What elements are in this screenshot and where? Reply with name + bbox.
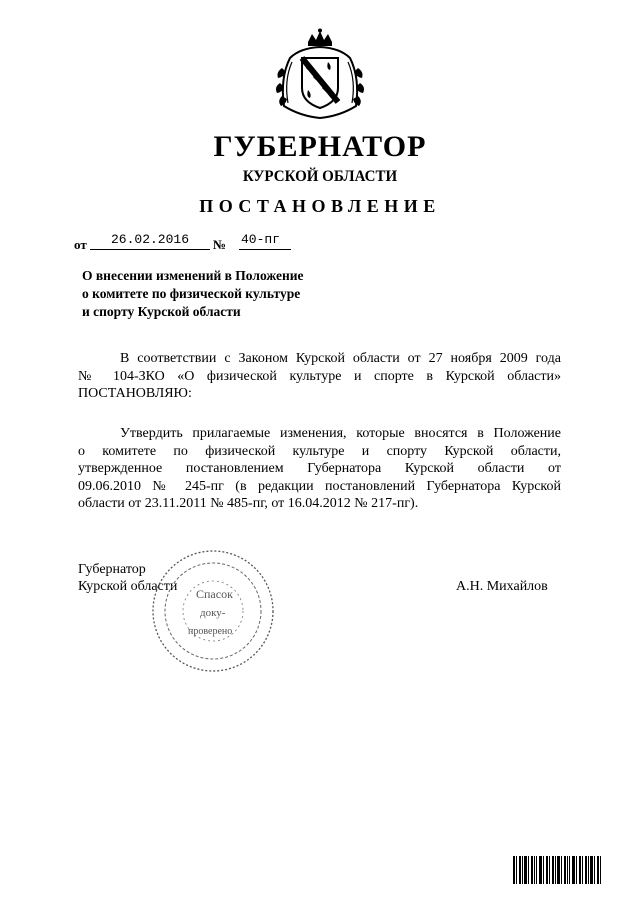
legal-basis-paragraph: [78, 350, 561, 403]
paragraph-line: утвержденное постановлением Губернатора Курской области от: [78, 461, 561, 476]
signatory-name: А.Н. Михайлов: [456, 579, 548, 594]
position-line: Курской области: [78, 579, 178, 594]
paragraph-line: о комитете по физической культуре и спорту Курской области,: [78, 443, 561, 459]
resolution-paragraph: [78, 425, 561, 513]
date-label: от: [74, 237, 87, 252]
paragraph-line: № 104-ЗКО «О физической культуре и спорте в Курской области»: [78, 368, 561, 384]
stamp-text: доку-: [200, 607, 226, 619]
paragraph-line: Утвердить прилагаемые изменения, которые вносятся в Положение: [120, 426, 561, 441]
authority-region: КУРСКОЙ ОБЛАСТИ: [242, 168, 398, 186]
approval-stamp-icon: [148, 546, 278, 676]
stamp-text: проверено: [188, 626, 233, 637]
authority-title: ГУБЕРНАТОР: [213, 130, 427, 163]
reference-line: [74, 233, 374, 253]
stamp-text: Спасок: [196, 587, 233, 601]
document-subject: [82, 267, 382, 321]
document-type: ПОСТАНОВЛЕНИЕ: [199, 196, 441, 216]
paragraph-line: области от 23.11.2011 № 485-пг, от 16.04.2012 № 217-пг).: [78, 496, 419, 511]
document-date: 26.02.2016: [90, 233, 210, 250]
barcode-icon: [513, 856, 601, 884]
paragraph-line: ПОСТАНОВЛЯЮ:: [78, 386, 192, 401]
document-number: 40-пг: [239, 233, 291, 250]
subject-line: О внесении изменений в Положение: [82, 268, 304, 283]
kursk-coat-of-arms-icon: [270, 28, 370, 122]
paragraph-line: В соответствии с Законом Курской области от 27 ноября 2009 года: [120, 351, 561, 366]
position-line: Губернатор: [78, 562, 146, 577]
subject-line: и спорту Курской области: [82, 304, 241, 319]
subject-line: о комитете по физической культуре: [82, 286, 301, 301]
number-label: №: [213, 237, 227, 252]
paragraph-line: 09.06.2010 № 245-пг (в редакции постановлений Губернатора Курской: [78, 478, 561, 494]
